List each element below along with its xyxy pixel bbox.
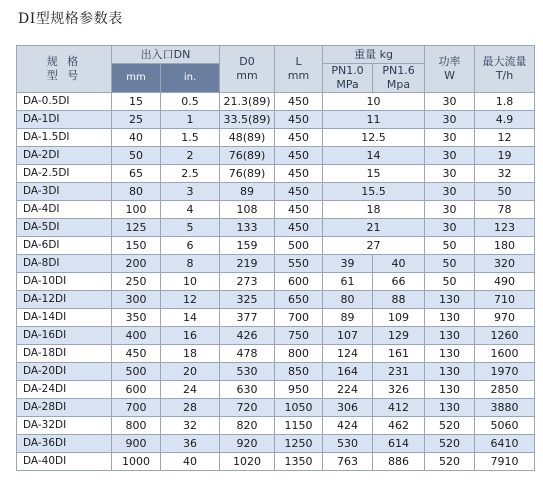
l-cell: 650 xyxy=(275,291,323,309)
pn16-header-label: PN1.6 xyxy=(382,64,415,77)
dn-in-cell: 2.5 xyxy=(161,165,220,183)
weight-cell: 11 xyxy=(323,111,425,129)
dn-in-cell: 1 xyxy=(161,111,220,129)
dn-in-cell: 8 xyxy=(161,255,220,273)
dn-mm-cell: 450 xyxy=(112,345,161,363)
table-row xyxy=(17,381,535,399)
power-cell: 50 xyxy=(425,273,475,291)
dn-in-cell: 18 xyxy=(161,345,220,363)
weight-pn10-cell: 124 xyxy=(323,345,373,363)
power-cell: 50 xyxy=(425,255,475,273)
dn-in-cell: 3 xyxy=(161,183,220,201)
weight-pn16-cell: 326 xyxy=(373,381,425,399)
flow-cell: 19 xyxy=(475,147,535,165)
l-cell: 1050 xyxy=(275,399,323,417)
weight-pn16-cell: 161 xyxy=(373,345,425,363)
l-cell: 450 xyxy=(275,201,323,219)
weight-pn16-cell: 462 xyxy=(373,417,425,435)
d0-cell: 325 xyxy=(220,291,275,309)
model-cell: DA-8DⅠ xyxy=(17,255,112,273)
l-cell: 450 xyxy=(275,93,323,111)
power-cell: 30 xyxy=(425,183,475,201)
d0-cell: 920 xyxy=(220,435,275,453)
weight-pn10-cell: 424 xyxy=(323,417,373,435)
dn-in-cell: 0.5 xyxy=(161,93,220,111)
power-cell: 130 xyxy=(425,363,475,381)
weight-pn16-cell: 412 xyxy=(373,399,425,417)
dn-mm-cell: 200 xyxy=(112,255,161,273)
l-header-unit: mm xyxy=(287,69,310,82)
flow-cell: 12 xyxy=(475,129,535,147)
model-cell: DA-5DⅠ xyxy=(17,219,112,237)
d0-cell: 1020 xyxy=(220,453,275,471)
table-row xyxy=(17,237,535,255)
table-row xyxy=(17,399,535,417)
l-cell: 950 xyxy=(275,381,323,399)
weight-pn16-cell: 40 xyxy=(373,255,425,273)
power-cell: 130 xyxy=(425,327,475,345)
flow-header-label: 最大流量 xyxy=(482,55,527,68)
weight-cell: 21 xyxy=(323,219,425,237)
power-cell: 130 xyxy=(425,309,475,327)
power-cell: 130 xyxy=(425,291,475,309)
dn-mm-cell: 40 xyxy=(112,129,161,147)
table-row xyxy=(17,129,535,147)
dn-in-cell: 5 xyxy=(161,219,220,237)
pn10-header-label: PN1.0 xyxy=(331,64,364,77)
power-cell: 30 xyxy=(425,147,475,165)
flow-cell: 1600 xyxy=(475,345,535,363)
dn-in-cell: 40 xyxy=(161,453,220,471)
dn-mm-cell: 350 xyxy=(112,309,161,327)
power-cell: 30 xyxy=(425,111,475,129)
flow-cell: 320 xyxy=(475,255,535,273)
d0-cell: 630 xyxy=(220,381,275,399)
d0-cell: 33.5(89) xyxy=(220,111,275,129)
d0-cell: 89 xyxy=(220,183,275,201)
weight-pn10-cell: 107 xyxy=(323,327,373,345)
power-cell: 520 xyxy=(425,435,475,453)
model-cell: DA-40DⅠ xyxy=(17,453,112,471)
flow-cell: 5060 xyxy=(475,417,535,435)
weight-pn16-cell: 66 xyxy=(373,273,425,291)
dn-mm-cell: 600 xyxy=(112,381,161,399)
dn-mm-cell: 500 xyxy=(112,363,161,381)
model-cell: DA-20DⅠ xyxy=(17,363,112,381)
weight-pn10-cell: 224 xyxy=(323,381,373,399)
d0-cell: 273 xyxy=(220,273,275,291)
mm-subheader: mm xyxy=(112,64,161,93)
model-cell: DA-16DⅠ xyxy=(17,327,112,345)
weight-pn10-cell: 39 xyxy=(323,255,373,273)
dn-in-cell: 14 xyxy=(161,309,220,327)
d0-header-unit: mm xyxy=(236,69,258,82)
l-cell: 1250 xyxy=(275,435,323,453)
dn-in-cell: 4 xyxy=(161,201,220,219)
model-cell: DA-14DⅠ xyxy=(17,309,112,327)
flow-cell: 4.9 xyxy=(475,111,535,129)
power-header xyxy=(425,46,475,93)
table-row xyxy=(17,291,535,309)
weight-pn16-cell: 109 xyxy=(373,309,425,327)
flow-cell: 50 xyxy=(475,183,535,201)
dn-in-cell: 10 xyxy=(161,273,220,291)
l-cell: 450 xyxy=(275,219,323,237)
table-row xyxy=(17,93,535,111)
weight-cell: 12.5 xyxy=(323,129,425,147)
flow-cell: 32 xyxy=(475,165,535,183)
flow-cell: 3880 xyxy=(475,399,535,417)
d0-cell: 21.3(89) xyxy=(220,93,275,111)
flow-cell: 180 xyxy=(475,237,535,255)
weight-pn10-cell: 763 xyxy=(323,453,373,471)
l-cell: 500 xyxy=(275,237,323,255)
table-row xyxy=(17,273,535,291)
flow-cell: 710 xyxy=(475,291,535,309)
flow-cell: 123 xyxy=(475,219,535,237)
table-row xyxy=(17,183,535,201)
l-header xyxy=(275,46,323,93)
table-row xyxy=(17,435,535,453)
power-cell: 30 xyxy=(425,165,475,183)
table-row xyxy=(17,453,535,471)
l-cell: 450 xyxy=(275,165,323,183)
l-cell: 450 xyxy=(275,183,323,201)
dn-in-cell: 1.5 xyxy=(161,129,220,147)
pn16-header xyxy=(373,64,425,93)
dn-in-cell: 16 xyxy=(161,327,220,345)
d0-cell: 133 xyxy=(220,219,275,237)
dn-mm-cell: 125 xyxy=(112,219,161,237)
dn-mm-cell: 80 xyxy=(112,183,161,201)
weight-pn10-cell: 80 xyxy=(323,291,373,309)
dn-in-cell: 24 xyxy=(161,381,220,399)
weight-cell: 15.5 xyxy=(323,183,425,201)
model-cell: DA-32DⅠ xyxy=(17,417,112,435)
table-row xyxy=(17,165,535,183)
flow-cell: 78 xyxy=(475,201,535,219)
model-cell: DA-1DⅠ xyxy=(17,111,112,129)
d0-header-label: D0 xyxy=(239,55,255,68)
model-header-line2: 型 号 xyxy=(46,69,82,82)
spec-table xyxy=(16,45,535,471)
weight-cell: 10 xyxy=(323,93,425,111)
dn-mm-cell: 100 xyxy=(112,201,161,219)
d0-cell: 76(89) xyxy=(220,165,275,183)
power-cell: 520 xyxy=(425,417,475,435)
inlet-outlet-header: 出入口DN xyxy=(112,46,220,64)
dn-mm-cell: 700 xyxy=(112,399,161,417)
weight-pn10-cell: 61 xyxy=(323,273,373,291)
power-cell: 130 xyxy=(425,381,475,399)
d0-cell: 820 xyxy=(220,417,275,435)
page-title: DⅠ型规格参数表 xyxy=(18,11,123,27)
table-row xyxy=(17,363,535,381)
power-cell: 50 xyxy=(425,237,475,255)
dn-mm-cell: 65 xyxy=(112,165,161,183)
model-cell: DA-28DⅠ xyxy=(17,399,112,417)
pn16-header-unit: Mpa xyxy=(386,78,411,91)
power-header-label: 功率 xyxy=(438,55,461,68)
d0-header xyxy=(220,46,275,93)
pn10-header xyxy=(323,64,373,93)
flow-cell: 6410 xyxy=(475,435,535,453)
l-cell: 450 xyxy=(275,111,323,129)
d0-cell: 478 xyxy=(220,345,275,363)
d0-cell: 377 xyxy=(220,309,275,327)
table-row xyxy=(17,345,535,363)
table-row xyxy=(17,219,535,237)
dn-mm-cell: 900 xyxy=(112,435,161,453)
table-row xyxy=(17,111,535,129)
model-cell: DA-12DⅠ xyxy=(17,291,112,309)
pn10-header-unit: MPa xyxy=(336,78,359,91)
flow-cell: 1260 xyxy=(475,327,535,345)
weight-cell: 27 xyxy=(323,237,425,255)
model-cell: DA-18DⅠ xyxy=(17,345,112,363)
d0-cell: 159 xyxy=(220,237,275,255)
flow-cell: 1.8 xyxy=(475,93,535,111)
table-row xyxy=(17,201,535,219)
power-cell: 520 xyxy=(425,453,475,471)
l-cell: 800 xyxy=(275,345,323,363)
flow-header xyxy=(475,46,535,93)
d0-cell: 48(89) xyxy=(220,129,275,147)
power-header-unit: W xyxy=(444,69,455,82)
weight-pn16-cell: 231 xyxy=(373,363,425,381)
power-cell: 130 xyxy=(425,345,475,363)
model-cell: DA-36DⅠ xyxy=(17,435,112,453)
dn-mm-cell: 800 xyxy=(112,417,161,435)
dn-mm-cell: 25 xyxy=(112,111,161,129)
dn-mm-cell: 1000 xyxy=(112,453,161,471)
flow-cell: 2850 xyxy=(475,381,535,399)
d0-cell: 426 xyxy=(220,327,275,345)
weight-pn16-cell: 88 xyxy=(373,291,425,309)
dn-mm-cell: 400 xyxy=(112,327,161,345)
model-cell: DA-0.5DⅠ xyxy=(17,93,112,111)
power-cell: 30 xyxy=(425,93,475,111)
flow-header-unit: T/h xyxy=(495,69,514,82)
flow-cell: 490 xyxy=(475,273,535,291)
weight-header: 重量 kg xyxy=(323,46,425,64)
l-cell: 1350 xyxy=(275,453,323,471)
table-row xyxy=(17,417,535,435)
model-cell: DA-1.5DⅠ xyxy=(17,129,112,147)
model-cell: DA-3DⅠ xyxy=(17,183,112,201)
model-header xyxy=(17,46,112,93)
flow-cell: 7910 xyxy=(475,453,535,471)
dn-mm-cell: 50 xyxy=(112,147,161,165)
weight-pn10-cell: 164 xyxy=(323,363,373,381)
weight-pn16-cell: 886 xyxy=(373,453,425,471)
table-row xyxy=(17,255,535,273)
d0-cell: 530 xyxy=(220,363,275,381)
dn-mm-cell: 250 xyxy=(112,273,161,291)
d0-cell: 108 xyxy=(220,201,275,219)
l-cell: 700 xyxy=(275,309,323,327)
spec-table-body xyxy=(17,93,535,471)
l-header-label: L xyxy=(295,55,302,68)
dn-in-cell: 12 xyxy=(161,291,220,309)
power-cell: 30 xyxy=(425,219,475,237)
l-cell: 550 xyxy=(275,255,323,273)
model-cell: DA-6DⅠ xyxy=(17,237,112,255)
l-cell: 600 xyxy=(275,273,323,291)
dn-in-cell: 20 xyxy=(161,363,220,381)
dn-mm-cell: 15 xyxy=(112,93,161,111)
dn-in-cell: 32 xyxy=(161,417,220,435)
weight-pn10-cell: 530 xyxy=(323,435,373,453)
model-cell: DA-4DⅠ xyxy=(17,201,112,219)
model-header-line1: 规 格 xyxy=(46,55,82,68)
weight-pn10-cell: 306 xyxy=(323,399,373,417)
power-cell: 130 xyxy=(425,399,475,417)
d0-cell: 219 xyxy=(220,255,275,273)
model-cell: DA-2DⅠ xyxy=(17,147,112,165)
l-cell: 450 xyxy=(275,147,323,165)
d0-cell: 76(89) xyxy=(220,147,275,165)
model-cell: DA-10DⅠ xyxy=(17,273,112,291)
dn-mm-cell: 300 xyxy=(112,291,161,309)
weight-cell: 18 xyxy=(323,201,425,219)
power-cell: 30 xyxy=(425,201,475,219)
power-cell: 30 xyxy=(425,129,475,147)
weight-pn10-cell: 89 xyxy=(323,309,373,327)
model-cell: DA-24DⅠ xyxy=(17,381,112,399)
l-cell: 1150 xyxy=(275,417,323,435)
weight-pn16-cell: 129 xyxy=(373,327,425,345)
dn-in-cell: 36 xyxy=(161,435,220,453)
weight-cell: 14 xyxy=(323,147,425,165)
l-cell: 850 xyxy=(275,363,323,381)
weight-cell: 15 xyxy=(323,165,425,183)
dn-in-cell: 28 xyxy=(161,399,220,417)
flow-cell: 970 xyxy=(475,309,535,327)
d0-cell: 720 xyxy=(220,399,275,417)
dn-in-cell: 6 xyxy=(161,237,220,255)
weight-pn16-cell: 614 xyxy=(373,435,425,453)
l-cell: 450 xyxy=(275,129,323,147)
in-subheader: in. xyxy=(161,64,220,93)
flow-cell: 1970 xyxy=(475,363,535,381)
dn-mm-cell: 150 xyxy=(112,237,161,255)
table-row xyxy=(17,147,535,165)
l-cell: 750 xyxy=(275,327,323,345)
dn-in-cell: 2 xyxy=(161,147,220,165)
table-row xyxy=(17,327,535,345)
table-row xyxy=(17,309,535,327)
model-cell: DA-2.5DⅠ xyxy=(17,165,112,183)
